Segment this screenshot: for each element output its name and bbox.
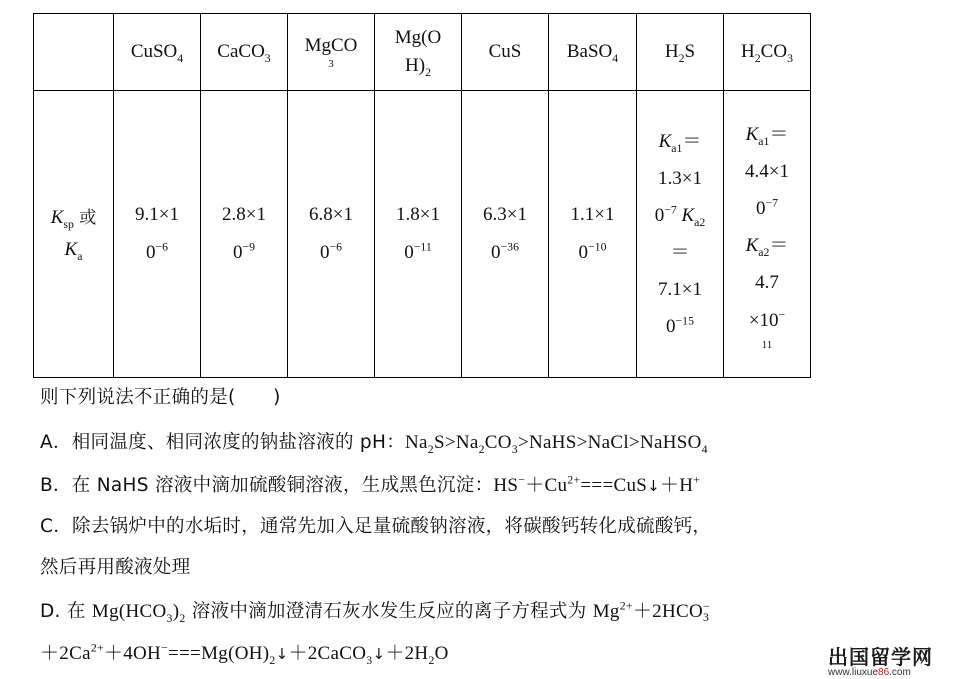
header-caco3: CaCO$_3$	[201, 14, 288, 91]
header-baso4: BaSO$_4$	[549, 14, 637, 91]
value-h2s: $K_{a1}=$ 1.3×1 $0^{-7}$ $K_{a2}$ ＝ 7.1×1 $0^{-15}$	[637, 91, 724, 378]
watermark-url: www.liuxue86.com	[828, 667, 911, 678]
header-h2co3: $H_2CO_3$	[724, 14, 811, 91]
watermark-title: 出国留学网	[828, 645, 933, 669]
header-cuso4: CuSO$_4$	[114, 14, 201, 91]
option-c-line2: 然后再用酸液处理	[40, 557, 191, 578]
option-d-line2: $+2Ca^{2+}+4OH^-===Mg(OH)_2↓+2CaCO_3↓+2H_2O$	[40, 641, 449, 667]
header-row	[34, 14, 811, 91]
option-d-line1: D. 在 $Mg(HCO_3)_2$ 溶液中滴加澄清石灰水发生反应的离子方程式为 $Mg^{2+}+2HCO$ − 3	[40, 599, 710, 625]
question-stem: 则下列说法不正确的是( )	[40, 387, 281, 408]
row-label-cell: $K_{sp}$ 或 $K_a$	[34, 91, 114, 378]
value-row	[34, 91, 811, 378]
header-empty-cell	[34, 14, 114, 91]
option-b: B．在 NaHS 溶液中滴加硫酸铜溶液，生成黑色沉淀：$HS^-+Cu^{2+}===CuS↓+H^+$	[40, 473, 701, 496]
header-cus: CuS	[462, 14, 549, 91]
watermark-logo	[818, 640, 963, 679]
value-baso4: 1.1×1 $0^{-10}$	[549, 91, 637, 378]
header-h2s: $H_2S$	[637, 14, 724, 91]
header-mgco3: MgCO 3	[288, 14, 375, 91]
value-cuso4: 9.1×1 $0^{-6}$	[114, 91, 201, 378]
value-h2co3: $K_{a1}=$ 4.4×1 $0^{-7}$ $K_{a2}=$ 4.7 ×10− 11	[724, 91, 811, 378]
option-c-line1: C．除去锅炉中的水垢时，通常先加入足量硫酸钠溶液，将碳酸钙转化成硫酸钙，	[40, 516, 712, 537]
value-cus: 6.3×1 $0^{-36}$	[462, 91, 549, 378]
value-mgco3: 6.8×1 $0^{-6}$	[288, 91, 375, 378]
value-mgoh2: 1.8×1 $0^{-11}$	[375, 91, 462, 378]
value-caco3: 2.8×1 $0^{-9}$	[201, 91, 288, 378]
option-a: A．相同温度、相同浓度的钠盐溶液的 pH：$Na_2S>Na_2CO_3>NaHS>NaCl>NaHSO_4$	[40, 432, 708, 456]
ksp-table	[33, 13, 811, 378]
header-mgoh2: Mg(O $H)_2$	[375, 14, 462, 91]
